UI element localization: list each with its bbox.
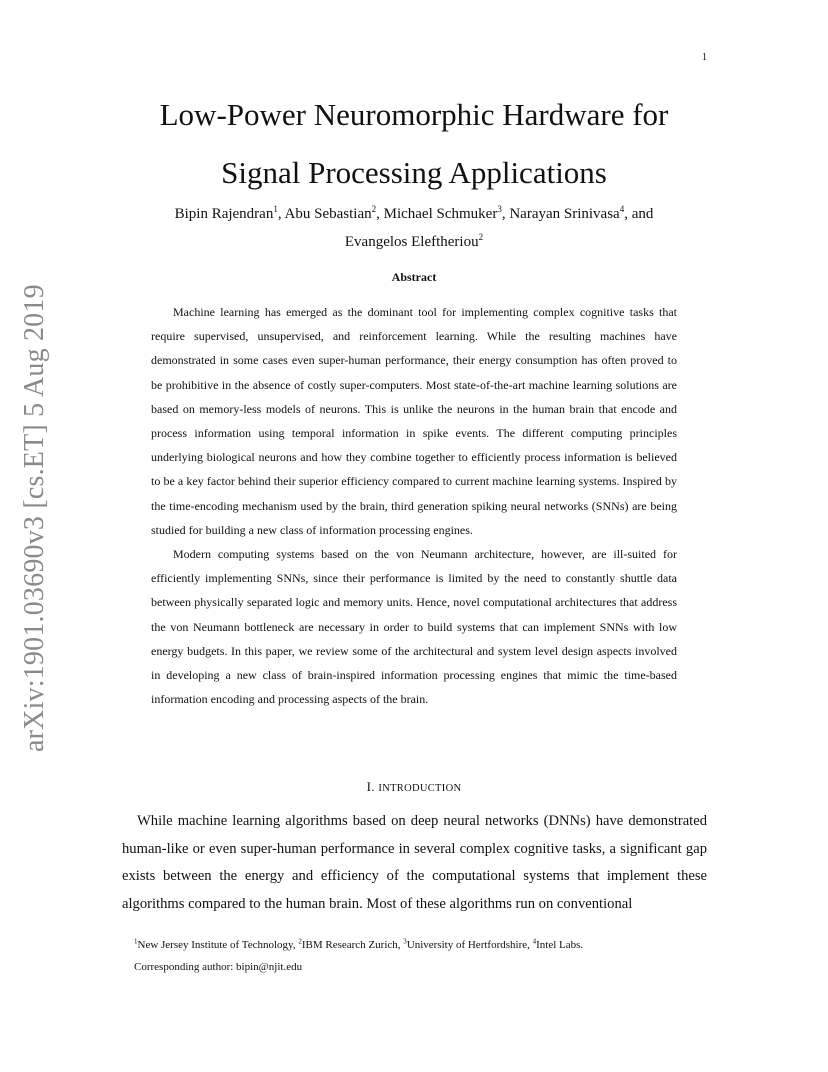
author-list — [130, 200, 698, 256]
title-line: Low-Power Neuromorphic Hardware for — [159, 97, 669, 132]
affiliation-text: IBM Research Zurich, — [301, 939, 404, 951]
author-name: Bipin Rajendran — [174, 206, 274, 222]
author-name: Evangelos Eleftheriou — [344, 234, 479, 250]
affiliation-mark: 4 — [619, 204, 625, 214]
affiliation-mark: 2 — [371, 204, 377, 214]
affiliation-text: Intel Labs. — [536, 939, 584, 951]
author-name: Narayan Srinivasa — [509, 206, 620, 222]
page-number: 1 — [702, 52, 707, 63]
abstract-heading: Abstract — [391, 270, 437, 284]
title-line: Signal Processing Applications — [221, 155, 607, 190]
corresponding-author: Corresponding author: bipin@njit.edu — [134, 961, 303, 973]
section-number: I. — [366, 779, 375, 794]
footnote-mark: 3 — [403, 937, 407, 946]
abstract-body — [151, 300, 677, 711]
footnote-affiliations — [134, 934, 714, 956]
introduction-body — [122, 808, 707, 918]
section-title: INTRODUCTION — [378, 783, 462, 794]
abstract-paragraph: Machine learning has emerged as the dominant tool for implementing complex cognitive tasks that require supervised, unsupervised, and reinforcement learning. While the resulting machines have demonstrated in some cases even super-human performance, their energy consumption has often proved to be prohibitive in the absence of costly super-computers. Most state-of-the-art machine learning solutions are based on memory-less models of neurons. This is unlike the neurons in the human brain that encode and process information using temporal information in spike events. The different computing principles underlying biological neurons and how they combine together to efficiently process information is believed to be a key factor behind their superior efficiency compared to current machine learning systems. Inspired by the time-encoding mechanism used by the brain, third generation spiking neural networks (SNNs) are being studied for building a new class of information processing engines. — [151, 305, 677, 537]
affiliation-text: University of Hertfordshire, — [406, 939, 533, 951]
footnote-mark: 1 — [134, 937, 138, 946]
author-separator: , — [376, 206, 384, 222]
footnote-mark: 4 — [532, 937, 537, 946]
paper-title — [0, 86, 828, 202]
affiliation-mark: 1 — [273, 204, 278, 214]
footnote-mark: 2 — [298, 937, 302, 946]
abstract-paragraph: Modern computing systems based on the von Neumann architecture, however, are ill-suited for efficiently implementing SNNs, since their performance is limited by the need to constantly shuttle data between physically separated logic and memory units. Hence, novel computational architectures that address the von Neumann bottleneck are necessary in order to build systems that can implement SNNs with low energy budgets. In this paper, we review some of the architectural and system level design aspects involved in developing a new class of brain-inspired information processing engines that mimic the time-based information encoding and processing aspects of the brain. — [151, 547, 677, 707]
affiliation-text: New Jersey Institute of Technology, — [137, 939, 299, 951]
body-paragraph: While machine learning algorithms based on deep neural networks (DNNs) have demonstrated human-like or even super-human performance in several complex cognitive tasks, a significant gap exists between the energy and efficiency of the computational systems that implement these algorithms compared to the human brain. Most of these algorithms run on conventional — [122, 813, 707, 912]
author-name: Abu Sebastian — [284, 206, 372, 222]
arxiv-identifier: arXiv:1901.03690v3 [cs.ET] 5 Aug 2019 — [19, 284, 50, 752]
footnote — [134, 934, 714, 978]
section-heading — [0, 779, 828, 795]
affiliation-mark: 2 — [478, 232, 484, 242]
author-name: Michael Schmuker — [383, 206, 498, 222]
author-separator: , — [277, 206, 285, 222]
author-separator: , — [501, 206, 510, 222]
affiliation-mark: 3 — [497, 204, 502, 214]
author-separator: , and — [624, 206, 654, 222]
